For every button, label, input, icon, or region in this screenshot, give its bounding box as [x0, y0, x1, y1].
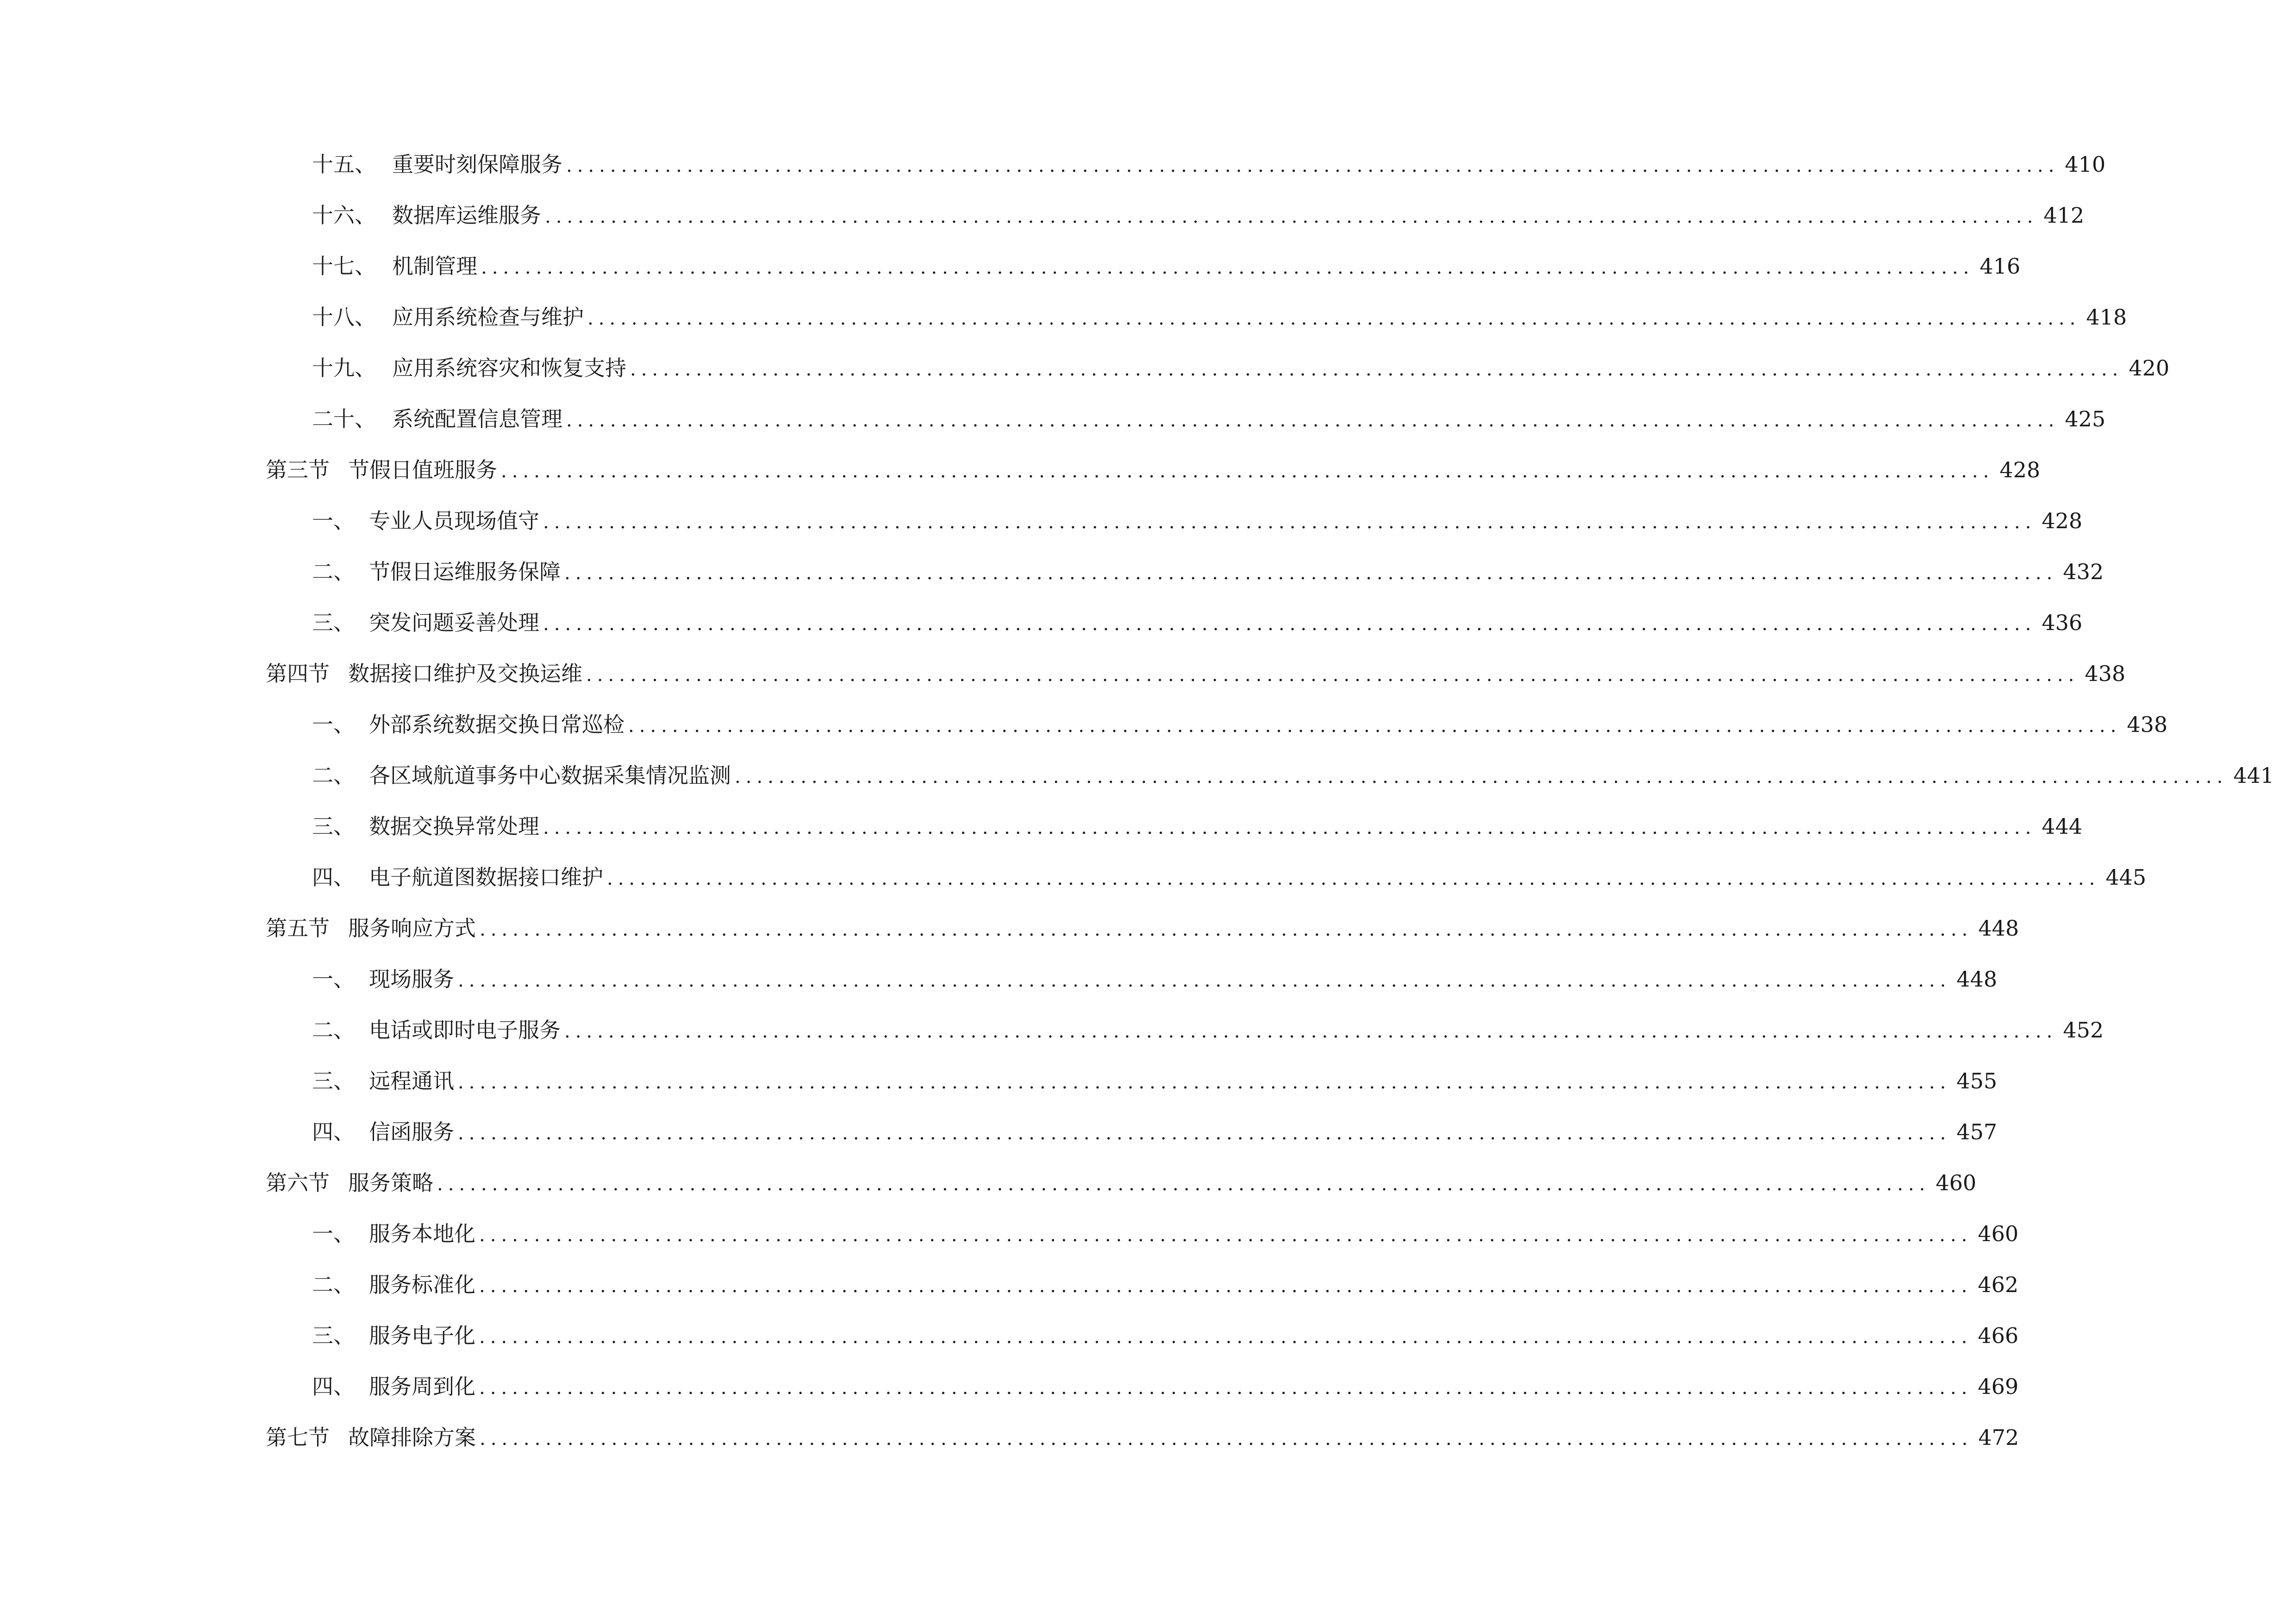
dot-leader: ........................................................................................................................................ — [564, 1021, 2058, 1042]
toc-entry-number: 十五、 — [312, 152, 376, 177]
toc-entry-page: 462 — [1978, 1272, 2019, 1297]
toc-entry-4-4[interactable] — [266, 852, 2147, 903]
toc-entry-title: 现场服务 — [369, 967, 454, 992]
table-of-contents — [266, 139, 2274, 1463]
toc-entry-title: 外部系统数据交换日常巡检 — [369, 712, 625, 737]
toc-entry-number: 十七、 — [312, 254, 376, 279]
toc-entry-number: 二、 — [312, 1272, 355, 1297]
toc-section-4[interactable] — [266, 648, 2126, 699]
dot-leader: ........................................................................................................................................ — [566, 410, 2060, 431]
dot-leader: ........................................................................................................................................ — [479, 1275, 1973, 1297]
toc-entry-title: 专业人员现场值守 — [369, 508, 539, 533]
toc-entry-19[interactable] — [266, 343, 2170, 394]
toc-section-number: 第六节 — [266, 1170, 330, 1195]
toc-entry-3-1[interactable] — [266, 495, 2083, 546]
dot-leader: ........................................................................................................................................ — [543, 817, 2037, 838]
toc-section-number: 第四节 — [266, 661, 330, 686]
toc-entry-title: 信函服务 — [369, 1119, 454, 1144]
toc-entry-page: 428 — [2042, 508, 2083, 533]
dot-leader: ........................................................................................................................................ — [479, 1326, 1973, 1348]
dot-leader: ........................................................................................................................................ — [607, 868, 2100, 889]
toc-entry-number: 一、 — [312, 967, 355, 992]
dot-leader: ........................................................................................................................................ — [586, 664, 2080, 686]
toc-entry-page: 441 — [2233, 763, 2274, 788]
toc-entry-number: 三、 — [312, 1323, 355, 1348]
toc-entry-page: 444 — [2042, 814, 2083, 839]
toc-entry-number: 三、 — [312, 1068, 355, 1093]
toc-entry-number: 一、 — [312, 508, 355, 533]
dot-leader: ........................................................................................................................................ — [480, 919, 1973, 940]
toc-entry-number: 十九、 — [312, 356, 376, 381]
dot-leader: ........................................................................................................................................ — [501, 461, 1994, 482]
toc-entry-page: 436 — [2042, 610, 2083, 635]
toc-section-title: 服务响应方式 — [348, 916, 476, 941]
toc-section-7[interactable] — [266, 1412, 2019, 1463]
toc-entry-page: 412 — [2043, 203, 2085, 228]
toc-entry-title: 电话或即时电子服务 — [369, 1018, 561, 1043]
dot-leader: ........................................................................................................................................ — [458, 1123, 1951, 1144]
toc-entry-page: 438 — [2127, 712, 2168, 737]
toc-entry-15[interactable] — [266, 139, 2106, 190]
toc-entry-18[interactable] — [266, 292, 2127, 343]
toc-entry-16[interactable] — [266, 190, 2085, 241]
dot-leader: ........................................................................................................................................ — [458, 1072, 1951, 1093]
toc-entry-4-1[interactable] — [266, 699, 2168, 750]
toc-entry-page: 448 — [1956, 967, 1998, 992]
toc-entry-6-4[interactable] — [266, 1361, 2019, 1412]
toc-section-title: 服务策略 — [348, 1170, 433, 1195]
toc-entry-title: 服务标准化 — [369, 1272, 475, 1297]
toc-entry-page: 418 — [2086, 305, 2127, 330]
toc-entry-title: 系统配置信息管理 — [392, 406, 562, 431]
toc-entry-title: 机制管理 — [392, 254, 477, 279]
dot-leader: ........................................................................................................................................ — [628, 715, 2122, 737]
toc-entry-title: 数据交换异常处理 — [369, 814, 539, 839]
toc-entry-page: 432 — [2063, 559, 2104, 584]
toc-entry-page: 420 — [2129, 356, 2170, 381]
toc-entry-title: 电子航道图数据接口维护 — [369, 865, 603, 890]
dot-leader: ........................................................................................................................................ — [437, 1174, 1930, 1195]
toc-section-number: 第五节 — [266, 916, 330, 941]
toc-entry-number: 二、 — [312, 1018, 355, 1043]
toc-entry-number: 四、 — [312, 1119, 355, 1144]
toc-section-3[interactable] — [266, 444, 2041, 495]
toc-entry-title: 服务周到化 — [369, 1374, 475, 1399]
toc-entry-5-2[interactable] — [266, 1005, 2104, 1056]
toc-section-page: 428 — [1999, 457, 2041, 482]
toc-entry-page: 457 — [1956, 1119, 1998, 1144]
toc-section-page: 460 — [1936, 1170, 1977, 1195]
toc-entry-5-4[interactable] — [266, 1106, 1998, 1157]
toc-entry-6-2[interactable] — [266, 1259, 2019, 1310]
toc-section-page: 438 — [2085, 661, 2126, 686]
toc-section-number: 第七节 — [266, 1425, 330, 1450]
toc-entry-3-3[interactable] — [266, 597, 2083, 648]
dot-leader: ........................................................................................................................................ — [481, 257, 1974, 278]
toc-entry-number: 十六、 — [312, 203, 376, 228]
toc-entry-title: 各区域航道事务中心数据采集情况监测 — [369, 763, 731, 788]
toc-entry-title: 远程通讯 — [369, 1068, 454, 1093]
toc-entry-number: 一、 — [312, 1221, 355, 1246]
toc-entry-number: 十八、 — [312, 305, 376, 330]
dot-leader: ........................................................................................................................................ — [543, 613, 2037, 635]
toc-entry-title: 服务电子化 — [369, 1323, 475, 1348]
toc-entry-title: 应用系统容灾和恢复支持 — [392, 356, 626, 381]
toc-section-page: 448 — [1978, 916, 2019, 941]
dot-leader: ........................................................................................................................................ — [564, 562, 2058, 584]
toc-entry-page: 452 — [2063, 1018, 2104, 1043]
toc-entry-number: 四、 — [312, 865, 355, 890]
toc-entry-page: 460 — [1978, 1221, 2019, 1246]
toc-section-6[interactable] — [266, 1157, 1977, 1208]
dot-leader: ........................................................................................................................................ — [566, 155, 2060, 176]
toc-entry-5-1[interactable] — [266, 954, 1998, 1005]
toc-entry-page: 466 — [1978, 1323, 2019, 1348]
toc-entry-page: 410 — [2065, 152, 2106, 177]
toc-entry-title: 节假日运维服务保障 — [369, 559, 561, 584]
toc-entry-3-2[interactable] — [266, 546, 2104, 597]
toc-entry-page: 445 — [2105, 865, 2147, 890]
toc-entry-title: 突发问题妥善处理 — [369, 610, 539, 635]
dot-leader: ........................................................................................................................................ — [545, 206, 2038, 227]
toc-entry-number: 一、 — [312, 712, 355, 737]
toc-section-title: 故障排除方案 — [348, 1425, 476, 1450]
toc-entry-title: 服务本地化 — [369, 1221, 475, 1246]
dot-leader: ........................................................................................................................................ — [480, 1428, 1973, 1449]
toc-entry-page: 425 — [2065, 406, 2106, 431]
dot-leader: ........................................................................................................................................ — [479, 1224, 1973, 1246]
toc-entry-6-1[interactable] — [266, 1208, 2019, 1259]
toc-section-title: 节假日值班服务 — [348, 457, 497, 482]
toc-entry-number: 二十、 — [312, 406, 376, 431]
toc-entry-20[interactable] — [266, 394, 2106, 444]
toc-entry-page: 416 — [1980, 254, 2021, 279]
toc-entry-5-3[interactable] — [266, 1056, 1998, 1106]
toc-entry-number: 三、 — [312, 610, 355, 635]
toc-entry-17[interactable] — [266, 241, 2021, 292]
toc-section-number: 第三节 — [266, 457, 330, 482]
toc-entry-title: 数据库运维服务 — [392, 203, 541, 228]
toc-entry-4-2[interactable] — [266, 750, 2274, 801]
toc-entry-page: 455 — [1956, 1068, 1998, 1093]
toc-entry-number: 二、 — [312, 763, 355, 788]
toc-section-5[interactable] — [266, 903, 2019, 954]
toc-entry-page: 469 — [1978, 1374, 2019, 1399]
toc-entry-title: 重要时刻保障服务 — [392, 152, 562, 177]
dot-leader: ........................................................................................................................................ — [630, 359, 2124, 380]
dot-leader: ........................................................................................................................................ — [458, 970, 1951, 991]
toc-entry-title: 应用系统检查与维护 — [392, 305, 584, 330]
toc-entry-number: 四、 — [312, 1374, 355, 1399]
dot-leader: ........................................................................................................................................ — [479, 1377, 1973, 1399]
dot-leader: ........................................................................................................................................ — [735, 766, 2228, 787]
toc-entry-number: 三、 — [312, 814, 355, 839]
toc-entry-4-3[interactable] — [266, 801, 2083, 852]
toc-section-title: 数据接口维护及交换运维 — [348, 661, 582, 686]
dot-leader: ........................................................................................................................................ — [587, 308, 2081, 329]
dot-leader: ........................................................................................................................................ — [543, 512, 2037, 533]
toc-entry-number: 二、 — [312, 559, 355, 584]
toc-entry-6-3[interactable] — [266, 1310, 2019, 1361]
toc-section-page: 472 — [1978, 1425, 2019, 1450]
